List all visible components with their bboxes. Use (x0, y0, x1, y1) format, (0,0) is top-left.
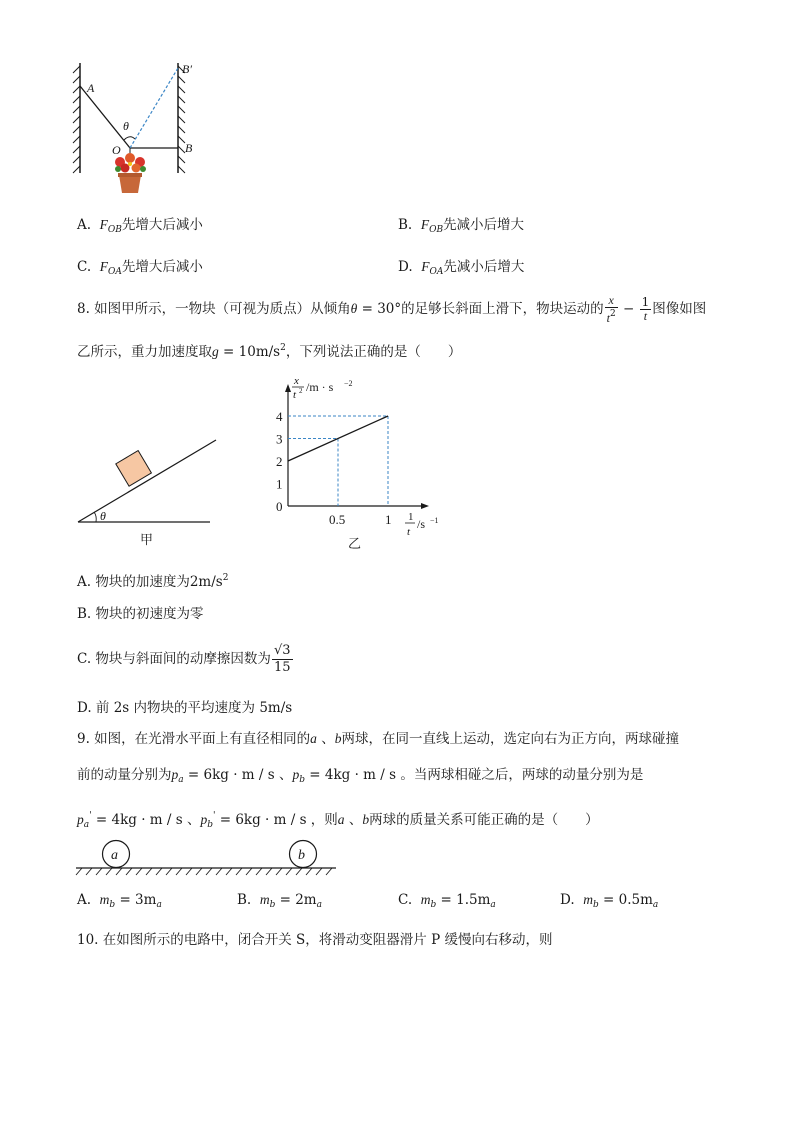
ball-b-label: b (298, 848, 305, 863)
q7-option-c: C. $F_{OA}$先增大后减小 (77, 259, 203, 277)
q8-option-d: D. 前 2s 内物块的平均速度为 5m/s (77, 700, 293, 716)
y-tick-label-3: 3 (276, 431, 283, 447)
q9-stem-line2: 前的动量分别为$p_a = 6kg \cdot m / s$ 、$p_b = 4kg \cdot m / s$ 。当两球相碰之后，两球的动量分别为是 (77, 767, 644, 785)
q9-option-a: A. $m_b = 3m_a$ (77, 892, 162, 910)
x-axis-label-num: 1 (408, 511, 414, 523)
label-theta: θ (123, 119, 129, 133)
q8-option-a: A. 物块的加速度为$2m/s^2$ (77, 573, 229, 590)
rope-oa (80, 86, 130, 148)
rope-obprime-dashed (130, 68, 178, 148)
y-tick-label-4: 4 (276, 409, 283, 424)
q8-option-c: C. 物块与斜面间的动摩擦因数为 $\frac{√3}{15}$ (77, 643, 291, 675)
yi-caption: 乙 (348, 536, 362, 551)
q7-option-b: B. $F_{OB}$先减小后增大 (398, 217, 525, 235)
q8-figure-jia (74, 430, 224, 550)
y-axis-label-unit: /m · s (306, 380, 334, 394)
q7-option-d: D. $F_{OA}$先减小后增大 (398, 259, 525, 277)
y-tick-label-2: 2 (276, 454, 283, 469)
q8-stem-line1: 8. 如图甲所示，一物块（可视为质点）从倾角θ = 30°的足够长斜面上滑下，物块运动的 $\frac{x}{t^2}$ − $\frac{1}{t}$ 图像如图 (77, 293, 707, 325)
origin-label: 0 (276, 499, 283, 514)
y-axis-label-num: x (294, 375, 299, 387)
x-axis-label-unit: /s (417, 517, 426, 531)
q9-stem-line1: 9. 如图，在光滑水平面上有直径相同的a 、b两球，在同一直线上运动，选定向右为正方向，两球碰撞 (77, 731, 679, 747)
y-axis-label-den: t (293, 389, 297, 401)
y-tick-label-1: 1 (276, 476, 283, 492)
jia-theta-label: θ (100, 509, 106, 523)
q9-option-d: D. $m_b = 0.5m_a$ (560, 892, 659, 910)
x-tick-label-0.5: 0.5 (329, 512, 346, 527)
q9-option-b: B. $m_b = 2m_a$ (237, 892, 322, 910)
y-axis-label-den-sup: 2 (299, 387, 303, 395)
y-axis-label-unit-sup: −2 (344, 379, 353, 388)
q10-stem: 10. 在如图所示的电路中，闭合开关 S，将滑动变阻器滑片 P 缓慢向右移动，则 (77, 932, 553, 948)
label-a: A (87, 81, 95, 95)
x-tick-label-1: 1 (385, 512, 392, 527)
x-axis-label-den: t (407, 526, 411, 538)
q8-option-b: B. 物块的初速度为零 (77, 606, 204, 622)
jia-caption: 甲 (140, 532, 154, 547)
ball-a-label: a (111, 848, 118, 863)
q7-figure (68, 58, 218, 198)
q8-chart-yi (262, 372, 442, 552)
q7-option-a: A. $F_{OB}$先增大后减小 (77, 217, 203, 235)
label-o: O (112, 143, 121, 157)
q8-stem-line2: 乙所示，重力加速度取$g = 10m/s^2$，下列说法正确的是（ ） (77, 343, 462, 360)
q9-option-c: C. $m_b = 1.5m_a$ (398, 892, 496, 910)
x-axis-label-unit-sup: −1 (430, 516, 439, 525)
label-bprime: B′ (182, 62, 192, 76)
q9-stem-line3: $p_a' = 4kg \cdot m / s$ 、$p_b' = 6kg \cdot m / s$ ，则a 、b两球的质量关系可能正确的是（ ） (77, 811, 599, 830)
q9-figure (74, 838, 344, 878)
label-b: B (185, 141, 193, 155)
